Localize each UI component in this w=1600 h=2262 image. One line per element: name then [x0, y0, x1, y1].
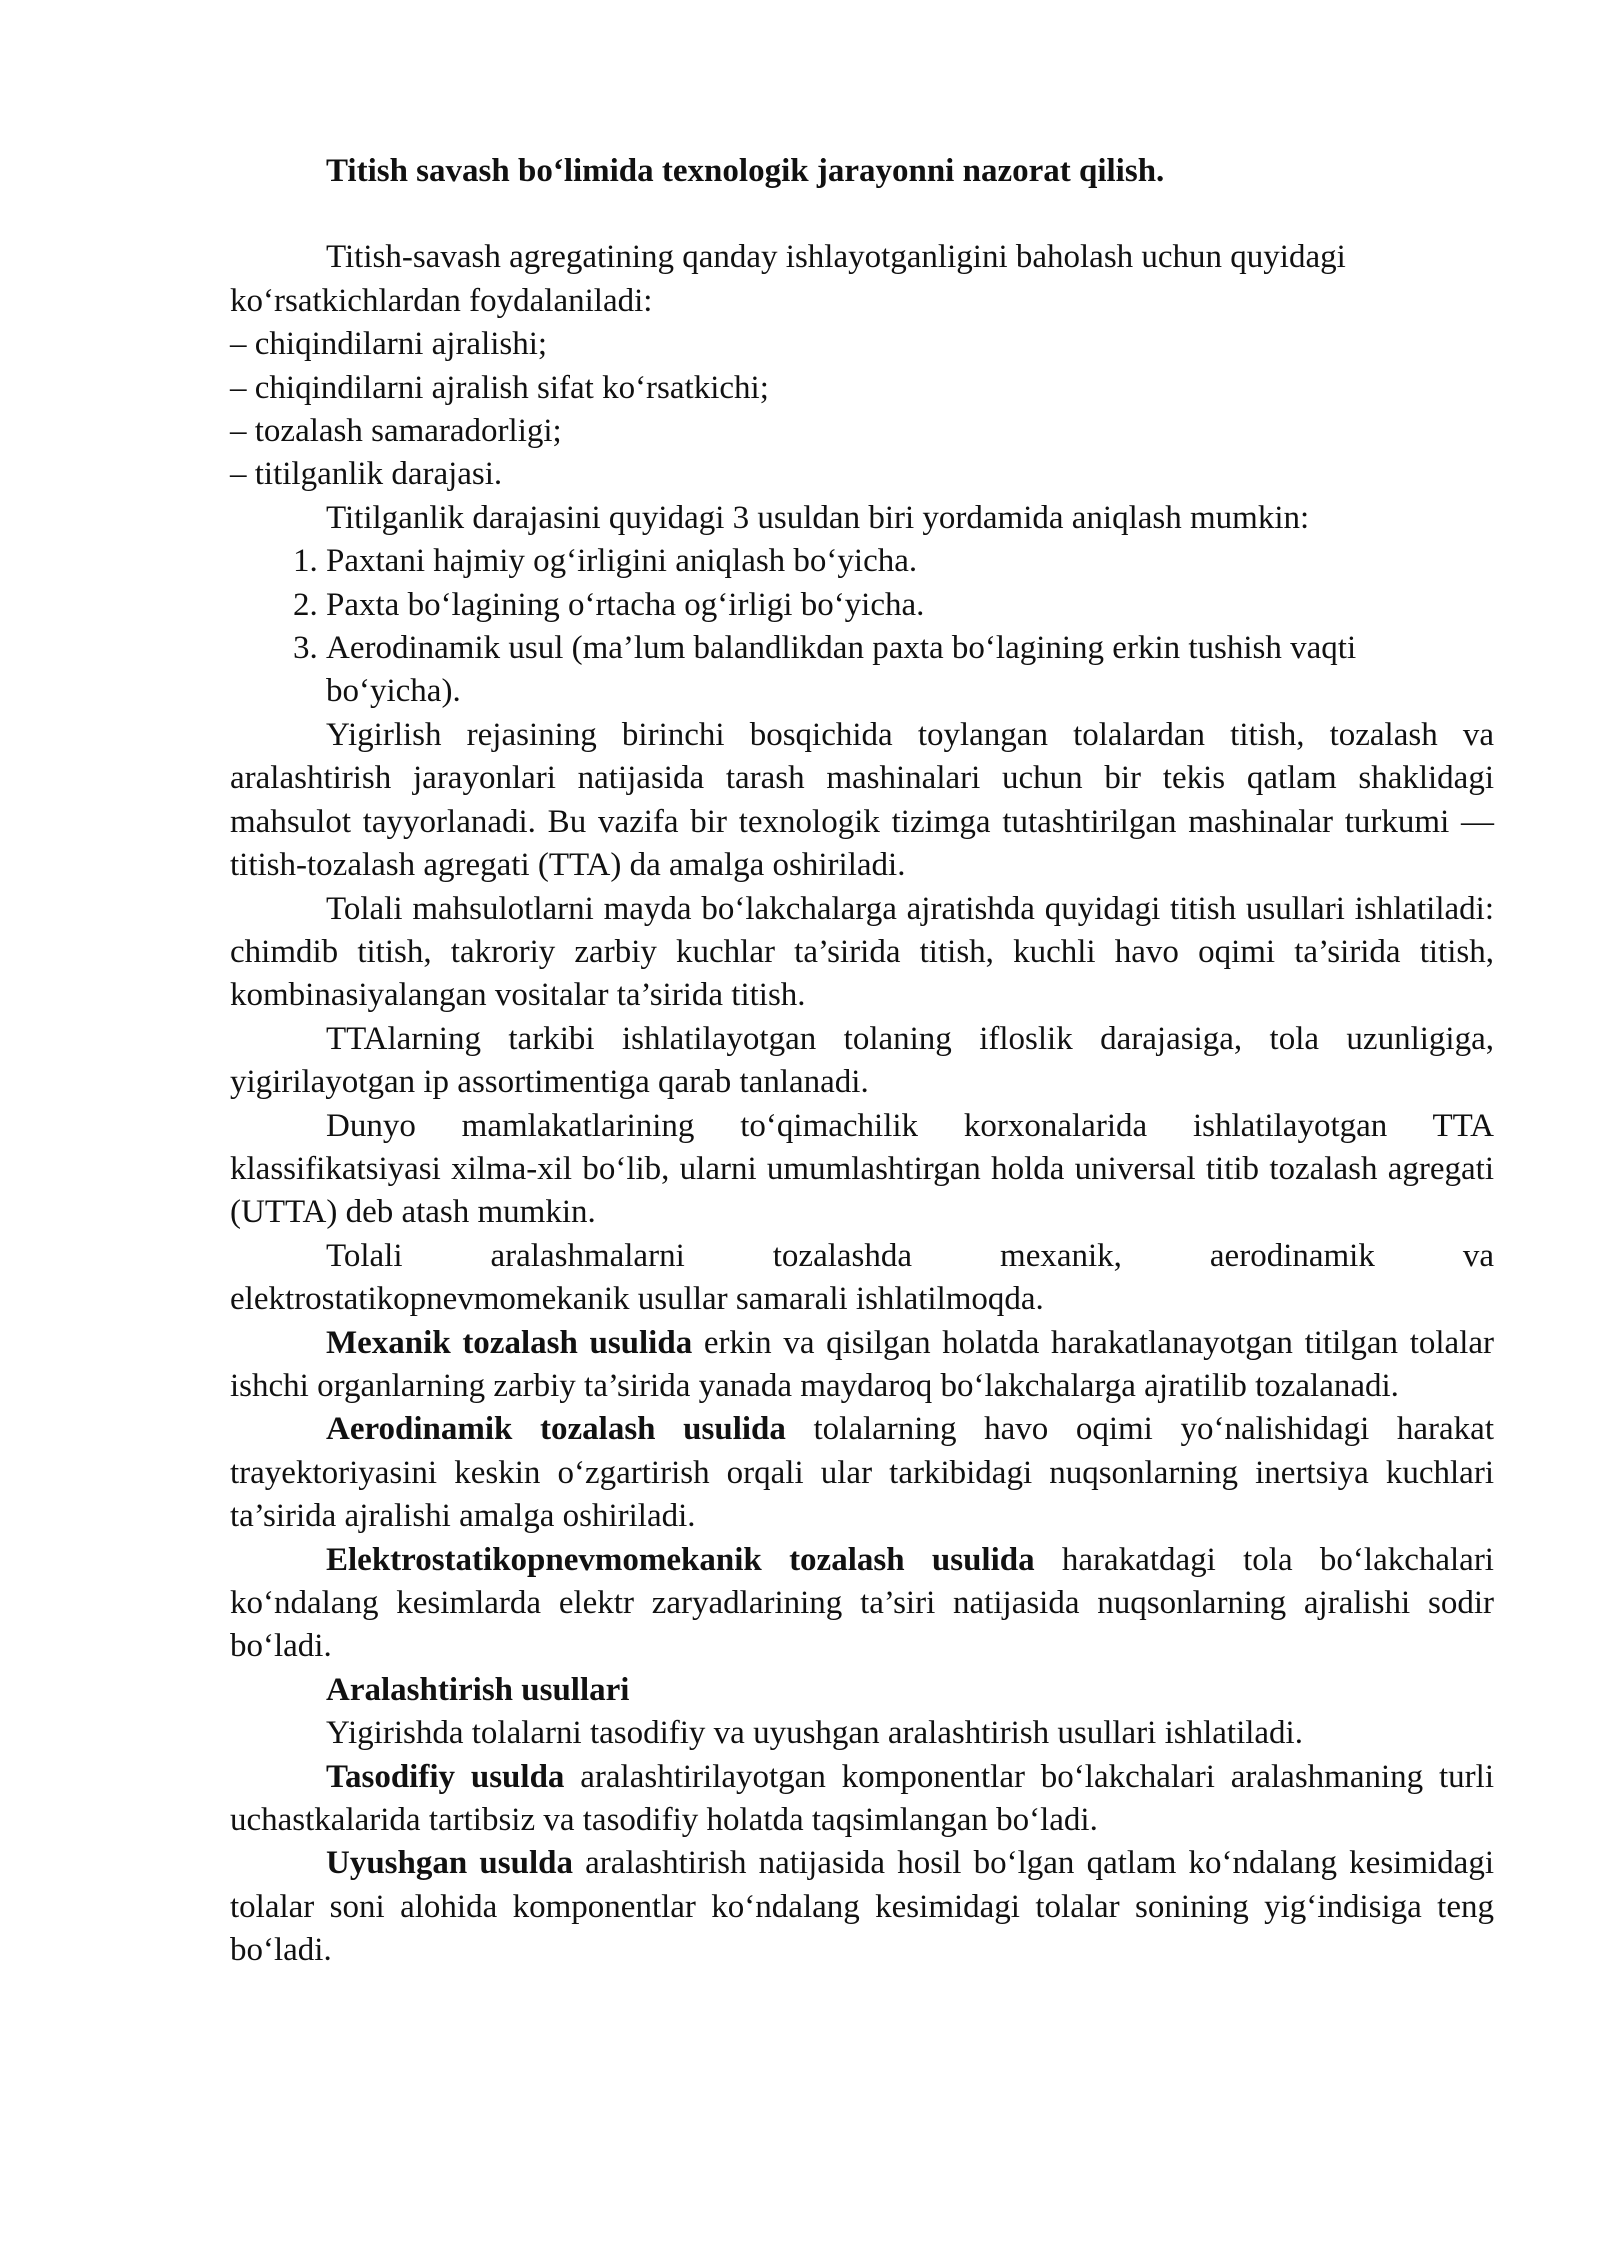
paragraph-9: Yigirishda tolalarni tasodifiy va uyushgan aralashtirish usullari ishlatiladi.: [326, 1715, 1303, 1752]
intro-paragraph: Titish-savash agregatining qanday ishlayotganligini baholash uchun quyidagi ko‘rsatkichlardan foydalaniladi:: [230, 239, 1346, 319]
electrostatic-method-term: Elektrostatikopnevmomekanik tozalash usulida: [326, 1541, 1035, 1578]
indicator-list: [230, 323, 1494, 497]
paragraph-1: Yigirlish rejasining birinchi bosqichida toylangan tolalardan titish, tozalash va aralashtirish jarayonlari natijasida tarash mashinalari uchun bir tekis qatlam shaklidagi mahsulot tayyorlanadi. Bu vazifa bir texnologik tizimga tutashtirilgan mashinalar turkumi — titish-tozalash agregati (TTA) da amalga oshiriladi.: [230, 716, 1494, 884]
method-item: 3. Aerodinamik usul (ma’lum balandlikdan paxta bo‘lagining erkin tushish vaqti bo‘yicha).: [326, 627, 1494, 714]
paragraph-7-text: tolalarning havo oqimi yo‘nalishidagi harakat trayektoriyasini keskin o‘zgartirish orqali ular tarkibidagi nuqsonlarning inertsiya kuchlari ta’sirida ajralishi amalga oshiriladi.: [230, 1411, 1494, 1535]
paragraph-8-text: harakatdagi tola bo‘lakchalari ko‘ndalang kesimlarda elektr zaryadlarining ta’siri natijasida nuqsonlarning ajralishi sodir bo‘ladi.: [230, 1541, 1494, 1665]
document-page: [230, 150, 1494, 1973]
methods-list: [230, 540, 1494, 714]
paragraph-8: [230, 1539, 1494, 1669]
paragraph-6-text: erkin va qisilgan holatda harakatlanayotgan titilgan tolalar ishchi organlarning zarbiy ta’sirida yanada maydaroq bo‘lakchalarga ajratilib tozalanadi.: [230, 1324, 1494, 1404]
paragraph-11: [230, 1842, 1494, 1972]
paragraph-6: [230, 1322, 1494, 1409]
indicator-item: – chiqindilarni ajralish sifat ko‘rsatkichi;: [230, 369, 769, 406]
mechanical-method-term: Mexanik tozalash usulida: [326, 1324, 693, 1361]
section-subheading: Aralashtirish usullari: [326, 1671, 630, 1708]
paragraph-3: TTAlarning tarkibi ishlatilayotgan tolaning ifloslik darajasiga, tola uzunligiga, yigirilayotgan ip assortimentiga qarab tanlanadi.: [230, 1020, 1494, 1101]
paragraph-10-text: aralashtirilayotgan komponentlar bo‘lakchalari aralashmaning turli uchastkalarida tartibsiz va tasodifiy holatda taqsimlangan bo‘ladi.: [230, 1758, 1494, 1839]
method-item: 2. Paxta bo‘lagining o‘rtacha og‘irligi bo‘yicha.: [326, 584, 1494, 627]
paragraph-7: [230, 1408, 1494, 1538]
aerodynamic-method-term: Aerodinamik tozalash usulida: [326, 1411, 786, 1448]
organized-method-term: Uyushgan usulda: [326, 1845, 573, 1882]
paragraph-5: Tolali aralashmalarni tozalashda mexanik, aerodinamik va elektrostatikopnevmomekanik usullar samarali ishlatilmoqda.: [230, 1237, 1494, 1318]
method-item: 1. Paxtani hajmiy og‘irligini aniqlash bo‘yicha.: [326, 540, 1494, 583]
indicator-item: – titilganlik darajasi.: [230, 456, 503, 493]
paragraph-2: Tolali mahsulotlarni mayda bo‘lakchalarga ajratishda quyidagi titish usullari ishlatiladi: chimdib titish, takroriy zarbiy kuchlar ta’sirida titish, kuchli havo oqimi ta’sirida titish, kombinasiyalangan vositalar ta’sirida titish.: [230, 890, 1494, 1014]
paragraph-11-text: aralashtirish natijasida hosil bo‘lgan qatlam ko‘ndalang kesimidagi tolalar soni alohida komponentlar ko‘ndalang kesimidagi tolalar sonining yig‘indisiga teng bo‘ladi.: [230, 1845, 1494, 1969]
methods-intro: Titilganlik darajasini quyidagi 3 usuldan biri yordamida aniqlash mumkin:: [326, 499, 1310, 536]
indicator-item: – chiqindilarni ajralishi;: [230, 326, 548, 363]
paragraph-4: Dunyo mamlakatlarining to‘qimachilik korxonalarida ishlatilayotgan TTA klassifikatsiyasi xilma-xil bo‘lib, ularni umumlashtirgan holda universal titib tozalash agregati (UTTA) deb atash mumkin.: [230, 1107, 1494, 1231]
paragraph-10: [230, 1756, 1494, 1843]
document-title: Titish savash bo‘limida texnologik jarayonni nazorat qilish.: [326, 153, 1165, 189]
indicator-item: – tozalash samaradorligi;: [230, 413, 562, 450]
random-method-term: Tasodifiy usulda: [326, 1758, 565, 1795]
